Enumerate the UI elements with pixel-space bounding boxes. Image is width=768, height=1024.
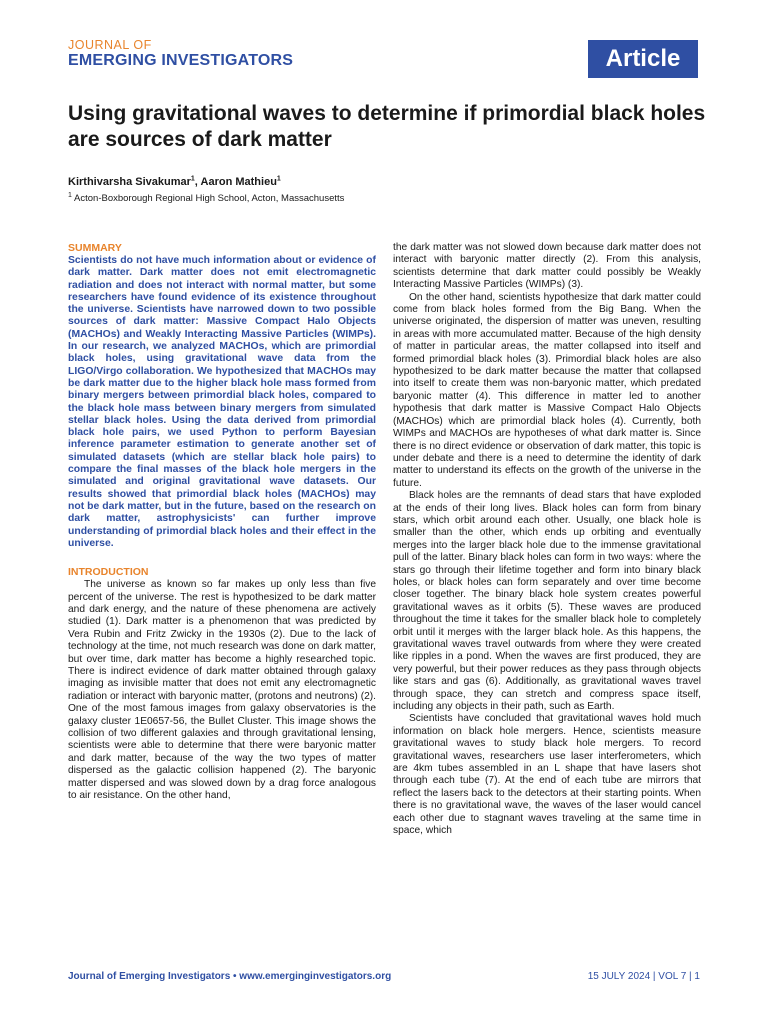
summary-text: Scientists do not have much information about or evidence of dark matter. Dark matter does not emit electromagnetic radiation and does not interact with normal matter, but some researchers have found evidence of its existence throughout the universe. Scientists have narrowed down to two possible sources of dark matter: Massive Compact Halo Objects (MACHOs) and Weakly Interacting Massive Particles (WIMPs). In our research, we analyzed MACHOs, which are primordial black holes, using gravitational wave data from the LIGO/Virgo collaboration. We hypothesized that MACHOs may be dark matter due to the higher black hole mass formed from binary mergers between primordial black holes, compared to the black hole mass between binary mergers from simulated stellar black holes. Using the data derived from primordial black hole pairs, we used Python to perform Bayesian inference parameter estimation to generate another set of simulated datasets (which are stellar black hole pairs) to compare the final masses of the black hole mergers in the simulated and original gravitational wave datasets. Our results showed that primordial black holes (MACHOs) may not be dark matter, but in the future, based on the research on dark matter, astrophysicists' can further improve understanding of primordial black holes and their effect in the universe. — [68, 255, 376, 549]
footer-journal-link[interactable]: Journal of Emerging Investigators • www.emerginginvestigators.org — [68, 971, 392, 982]
body-paragraph: the dark matter was not slowed down because dark matter does not interact with baryonic matter directly (2). From this analysis, scientists determine that dark matter could possibly be Weakly Interacting Massive Particles (WIMPs) (3). — [393, 242, 701, 291]
article-type-badge: Article — [588, 40, 698, 78]
author-affiliation-marker: 1 — [276, 175, 281, 183]
article-title: Using gravitational waves to determine if primordial black holes are sources of dark matter — [68, 102, 706, 151]
author-affiliation — [68, 193, 344, 204]
introduction-heading: INTRODUCTION — [68, 566, 149, 579]
affiliation-marker: 1 — [68, 191, 72, 199]
author-affiliation-marker: 1 — [190, 175, 195, 183]
body-paragraph: On the other hand, scientists hypothesize that dark matter could come from black holes formed from the Big Bang. When the universe originated, the dispersion of matter was uneven, resulting in areas with more accumulated matter. Because of the high density of matter in particular areas, the matter collapsed into itself and formed primordial black holes (3). Primordial black holes are also hypothesized to be dark matter because the matter that collapsed into itself to create them was non-baryonic matter, which predated baryonic matter (4). This difference in matter led to another hypothesis that dark matter is Massive Compact Halo Objects (MACHOs) which are primordial black holes (4). Currently, both WIMPs and MACHOs are hypotheses of what dark matter is. Since there is no direct evidence or observation of dark matter, this topic is under debate and there is a need to determine the identity of dark matter to understand its effects on the growth of the universe in the future. — [393, 291, 701, 489]
summary-heading: SUMMARY — [68, 242, 122, 254]
body-paragraph: Black holes are the remnants of dead stars that have exploded at the ends of their long lives. Black holes can form from binary stars, which orbit around each other. Usually, one black hole is smaller than the other, which ends up orbiting and eventually merges into the larger black hole due to the immense gravitational pull of the latter. Binary black holes can form in two ways: where the stars go through their lifetime together and form into binary black holes, or black holes can form separately and over time become closer together. The binary black hole system creates powerful gravitational waves as it orbits (5). These waves are produced throughout the time it takes for the smaller black hole to completely orbit until it merges with the larger black hole. As this happens, the gravitational waves travel outwards from where they were created like ripples in a pond. When the waves are first produced, they are very powerful, but their power reduces as they pass through objects like stars and gas (6). Additionally, as gravitational waves travel through space, they can stretch and compress space itself, including any objects in their path, such as Earth. — [393, 490, 701, 713]
author-name: Aaron Mathieu — [200, 176, 277, 188]
author-separator: , — [194, 176, 201, 188]
journal-logo-line2: EMERGING INVESTIGATORS — [68, 52, 294, 69]
author-name: Kirthivarsha Sivakumar — [68, 176, 191, 188]
footer-date-volume-page: 15 JULY 2024 | VOL 7 | 1 — [587, 971, 700, 982]
left-column — [68, 242, 376, 802]
body-paragraph: Scientists have concluded that gravitational waves hold much information on black hole mergers. Hence, scientists measure gravitational waves to study black hole mergers. To record gravitational waves, researchers use laser interferometers, which are 4km tubes assembled in an L shape that have lasers shot through each tube (7). At the end of each tube are mirrors that reflect the lasers back to the detectors at their starting points. When there is no gravitational wave, the waves of the laser would cancel each other due to stagnant waves traveling at the same time in space, which — [393, 713, 701, 837]
journal-logo — [68, 38, 293, 70]
right-column — [393, 242, 701, 838]
journal-logo-line1: JOURNAL OF — [68, 38, 152, 52]
affiliation-text: Acton-Boxborough Regional High School, Acton, Massachusetts — [71, 193, 345, 204]
body-paragraph: The universe as known so far makes up only less than five percent of the universe. The rest is hypothesized to be dark matter and dark energy, and the nature of these phenomena are actively studied (1). Dark matter is a phenomenon that was predicted by Vera Rubin and Fritz Zwicky in the 1930s (2). Due to the lack of technology at the time, not much research was done on dark matter, but over time, dark matter has become a highly researched topic. There is indirect evidence of dark matter obtained through galaxy imaging as invisible matter that does not emit any electromagnetic radiation or interact with baryonic matter, (protons and neutrons) (2). One of the most famous images from galaxy observatories is the galaxy cluster 1E0657-56, the Bullet Cluster. This image shows the collision of two different galaxies and through gravitational lensing, scientists were able to determine that there were baryonic matter and dark matter, because of the way the two types of matter dispersed as the galactic collision happened (2). The baryonic matter dispersed and was slowed down by a drag force analogous to air resistance. On the other hand, — [68, 579, 376, 802]
author-list — [68, 176, 281, 188]
